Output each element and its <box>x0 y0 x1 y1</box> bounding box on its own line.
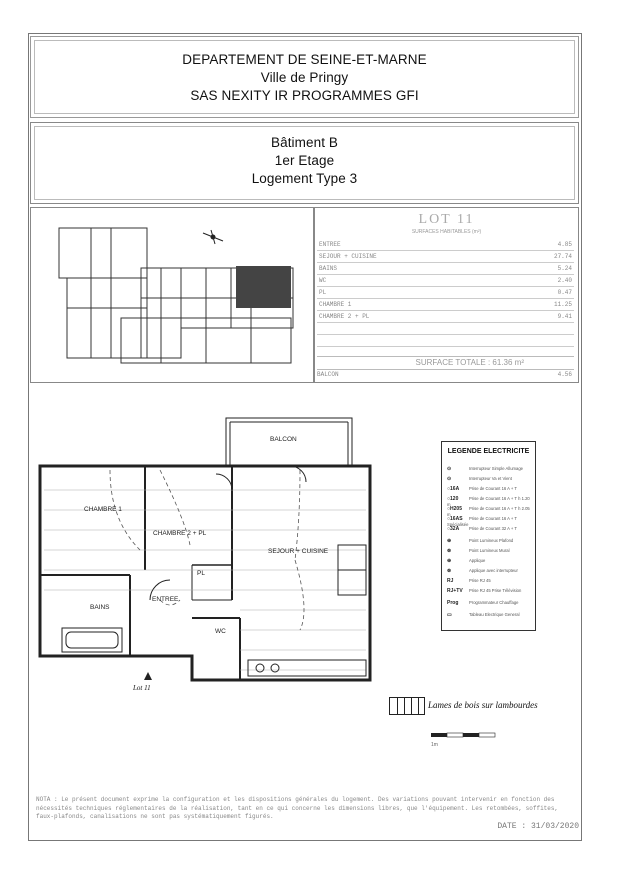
legend-symbol: ⊕ <box>447 558 452 564</box>
room-bains: BAINS <box>90 604 110 611</box>
legend-text: Prise de Courant 32 A + T <box>469 526 517 531</box>
legend-symbol: ○16A <box>447 486 460 492</box>
legend-text: Point Lumineux Mural <box>469 548 510 553</box>
row-value: 11.25 <box>553 301 572 308</box>
legend-text: Programmateur Chauffage <box>469 600 519 605</box>
legend-item <box>447 516 532 527</box>
room-wc: WC <box>215 628 226 635</box>
legend-item <box>447 558 532 565</box>
row-label: CHAMBRE 2 + PL <box>319 313 370 320</box>
row-value: 0.47 <box>557 289 572 296</box>
legend-item <box>447 588 532 595</box>
row-label: WC <box>319 277 327 284</box>
room-chambre-1: CHAMBRE 1 <box>84 506 122 513</box>
legend-item <box>447 578 532 585</box>
legend-symbol: Prog <box>447 600 459 606</box>
total-label: SURFACE TOTALE : 61.36 m² <box>415 358 524 367</box>
legend-symbol: ▭ <box>447 612 452 618</box>
legend-item <box>447 526 532 533</box>
legend-text: Prise de Courant 16 A + T Spécialisée <box>447 516 517 527</box>
date-stamp <box>497 822 579 831</box>
legend-item <box>447 600 532 607</box>
row-value: 9.41 <box>557 313 572 320</box>
lot-label: Lot 11 <box>133 684 151 692</box>
legend-symbol: RJ+TV <box>447 588 463 594</box>
legend-symbol: ⊗ <box>447 568 452 574</box>
legend-symbol: ○32A <box>447 526 460 532</box>
department-title: DEPARTEMENT DE SEINE-ET-MARNE <box>182 52 427 67</box>
unit-type: Logement Type 3 <box>251 171 358 186</box>
lot-title: LOT 11 <box>418 212 475 227</box>
legend-text: Prise RJ 45 Prise Télévision <box>469 588 522 593</box>
legend-item <box>447 568 532 575</box>
lames-label: Lames de bois sur lambourdes <box>428 700 538 710</box>
lot-marker-icon <box>144 672 152 680</box>
disclaimer-note: NOTA : Le présent document exprime la configuration et les dispositions générales du logement. Des variations pouvant intervenir en fonction des nécessités techniques réglementaires de la réalisation, tant en ce qui concerne les dimensions libres, que l'équipement. Les retombées, soffites, faux-plafonds, canalisations ne sont pas systématiquement figurés. <box>36 796 559 820</box>
legend-item <box>447 548 532 555</box>
legend-title: LEGENDE ELECTRICITE <box>447 448 530 455</box>
legend-symbol: ⊗ <box>447 548 452 554</box>
floor-name: 1er Etage <box>274 153 335 168</box>
legend-symbol: ○H205 <box>447 506 462 512</box>
row-value: 5.24 <box>557 265 572 272</box>
legend-text: Tableau Electrique General <box>469 612 520 617</box>
legend-item <box>447 612 532 619</box>
balcon-label: BALCON <box>317 371 339 378</box>
row-value: 27.74 <box>553 253 572 260</box>
lames-icon <box>389 697 425 715</box>
legend-symbol: ⊕ <box>447 538 452 544</box>
legend-item <box>447 466 532 473</box>
legend-text: Applique <box>469 558 486 563</box>
date-value: 31/03/2020 <box>530 822 579 831</box>
room-balcon: BALCON <box>270 436 297 443</box>
row-label: ENTREE <box>319 241 341 248</box>
legend-item <box>447 538 532 545</box>
legend-symbol: ⊙ <box>447 476 452 482</box>
date-label: DATE : <box>497 822 527 831</box>
legend-item <box>447 506 532 517</box>
legend-text: Point Lumineux Plafond <box>469 538 514 543</box>
balcon-value: 4.56 <box>557 371 572 378</box>
legend-symbol: RJ <box>447 578 454 584</box>
legend-symbol: ⊙ <box>447 466 452 472</box>
row-value: 4.85 <box>557 241 572 248</box>
row-label: PL <box>319 289 327 296</box>
legend-symbol: ○16AS <box>447 516 463 522</box>
surfaces-subtitle: SURFACES HABITABLES (m²) <box>411 229 482 235</box>
legend-item <box>447 476 532 483</box>
legend-text: Interrupteur Va et Vient <box>469 476 512 481</box>
room-pl: PL <box>197 570 205 577</box>
legend-symbol: ○120 <box>447 496 459 502</box>
room-chambre-2: CHAMBRE 2 + PL <box>153 530 207 537</box>
legend-item <box>447 496 532 507</box>
room-sejour: SEJOUR + CUISINE <box>268 548 329 555</box>
electric-legend <box>441 441 536 631</box>
legend-text: Prise de Courant 16 A + T h 2.05 m <box>447 506 530 517</box>
row-label: BAINS <box>319 265 338 272</box>
room-entree: ENTREE <box>152 596 179 603</box>
city-name: Ville de Pringy <box>260 70 349 85</box>
developer-name: SAS NEXITY IR PROGRAMMES GFI <box>190 88 419 103</box>
row-value: 2.40 <box>557 277 572 284</box>
legend-text: Prise de Courant 16 A + T <box>469 486 517 491</box>
row-label: CHAMBRE 1 <box>319 301 352 308</box>
legend-text: Interrupteur Simple Allumage <box>469 466 523 471</box>
legend-text: Prise de Courant 16 A + T h 1.20 m <box>447 496 530 507</box>
row-label: SEJOUR + CUISINE <box>319 253 377 260</box>
legend-item <box>447 486 532 493</box>
scale-label: 1m <box>431 742 438 748</box>
legend-text: Prise RJ 45 <box>469 578 491 583</box>
building-name: Bâtiment B <box>270 135 339 150</box>
legend-text: Applique avec interrupteur <box>469 568 518 573</box>
scale-bar <box>431 733 495 737</box>
